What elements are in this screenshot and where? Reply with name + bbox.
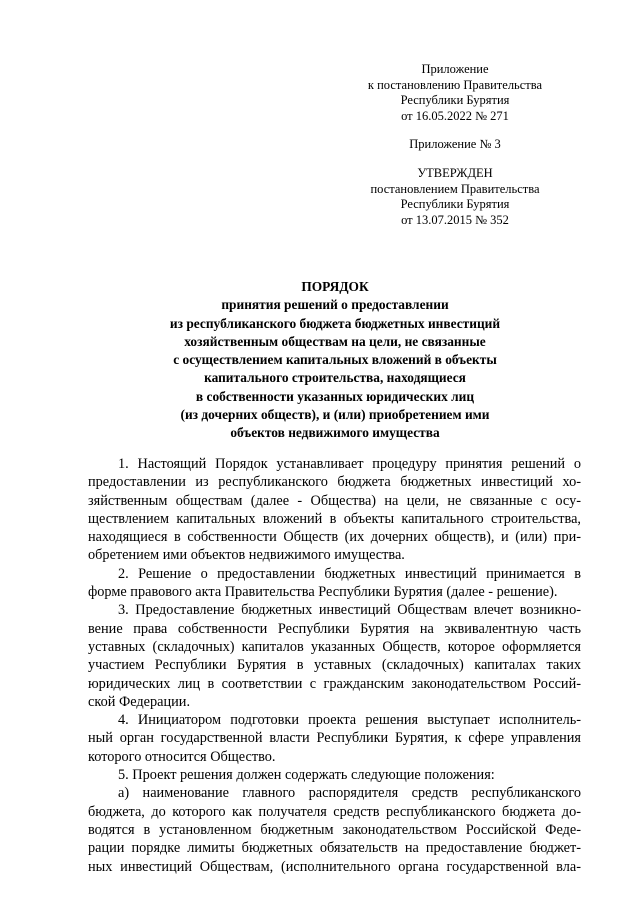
title-line: (из дочерних обществ), и (или) приобретением ими (180, 407, 490, 423)
text-line: форме правового акта Правительства Республики Бурятия (далее - решение). (88, 584, 558, 601)
paragraph-3 (88, 601, 581, 711)
text-line: обретением ими объектов недвижимого имущества. (88, 547, 405, 564)
text-line: 2. Решение о предоставлении бюджетных инвестиций принимается в (118, 565, 581, 582)
approval-label: УТВЕРЖДЕН (417, 166, 493, 180)
document-title (90, 278, 580, 443)
text-line: которого относится Общество. (88, 748, 276, 765)
text-line: вение права собственности Республики Бурятия на эквивалентную часть (88, 620, 581, 637)
paragraph-2 (88, 565, 581, 602)
title-line: хозяйственным обществам на цели, не связанные (184, 333, 486, 349)
text-line: предоставлении из республиканского бюджета бюджетных инвестиций хо- (88, 474, 581, 491)
title-line: в собственности указанных юридических лиц (195, 388, 475, 404)
text-line: 3. Предоставление бюджетных инвестиций Обществам влечет возникно- (118, 602, 581, 619)
appendix-number: Приложение № 3 (409, 137, 501, 151)
appendix-date-number: от 16.05.2022 № 271 (401, 108, 509, 123)
text-line: ный орган государственной власти Республики Бурятия, к сфере управления (88, 730, 581, 747)
appendix-republic: Республики Бурятия (400, 93, 510, 108)
approval-reference: постановлением Правительства (370, 181, 540, 196)
appendix-reference: к постановлению Правительства (367, 77, 543, 92)
text-line: участием Республики Бурятия в уставных (складочных) капиталах таких (88, 657, 581, 674)
text-line: ществлением капитальных вложений в объекты капитального строительства, (88, 510, 581, 527)
text-line: уставных (складочных) капиталов указанных Обществ, которое оформляется (88, 638, 581, 655)
appendix-label: Приложение (421, 62, 489, 76)
text-line: бюджета, до которого как получателя средств республиканского бюджета до- (88, 803, 581, 820)
text-line: а) наименование главного распорядителя средств республиканского (118, 785, 581, 802)
text-line: 1. Настоящий Порядок устанавливает процедуру принятия решений о (118, 456, 581, 472)
paragraph-4 (88, 711, 581, 766)
text-line: находящиеся в собственности Обществ (их дочерних обществ), и (или) при- (88, 529, 581, 546)
text-line: 4. Инициатором подготовки проекта решения выступает исполнитель- (118, 712, 581, 729)
text-line: водятся в установленном бюджетным законодательством Российской Феде- (88, 821, 581, 838)
approval-date-number: от 13.07.2015 № 352 (401, 212, 509, 227)
paragraph-1 (88, 455, 581, 565)
title-line: ПОРЯДОК (301, 279, 369, 294)
title-line: из республиканского бюджета бюджетных инвестиций (169, 315, 501, 331)
paragraph-5 (88, 766, 581, 784)
title-line: объектов недвижимого имущества (230, 425, 440, 441)
text-line: зяйственным обществам (далее - Общества) на цели, не связанные с осу- (88, 492, 581, 509)
text-line: юридических лиц в соответствии с гражданским законодательством Россий- (88, 675, 581, 692)
paragraph-5a (88, 784, 581, 875)
title-line: капитального строительства, находящиеся (204, 370, 466, 386)
text-line: ных инвестиций Обществам, (исполнительного органа государственной вла- (88, 858, 581, 875)
approval-republic: Республики Бурятия (400, 197, 510, 212)
title-line: с осуществлением капитальных вложений в объекты (173, 352, 497, 368)
appendix-header (340, 62, 570, 124)
text-line: рации порядке лимиты бюджетных обязательств на предоставление бюджет- (88, 840, 581, 857)
approval-block (340, 166, 570, 228)
document-body (88, 455, 581, 876)
appendix-number-block (340, 137, 570, 153)
title-line: принятия решений о предоставлении (221, 297, 449, 313)
text-line: 5. Проект решения должен содержать следующие положения: (118, 767, 495, 784)
text-line: ской Федерации. (88, 693, 191, 710)
